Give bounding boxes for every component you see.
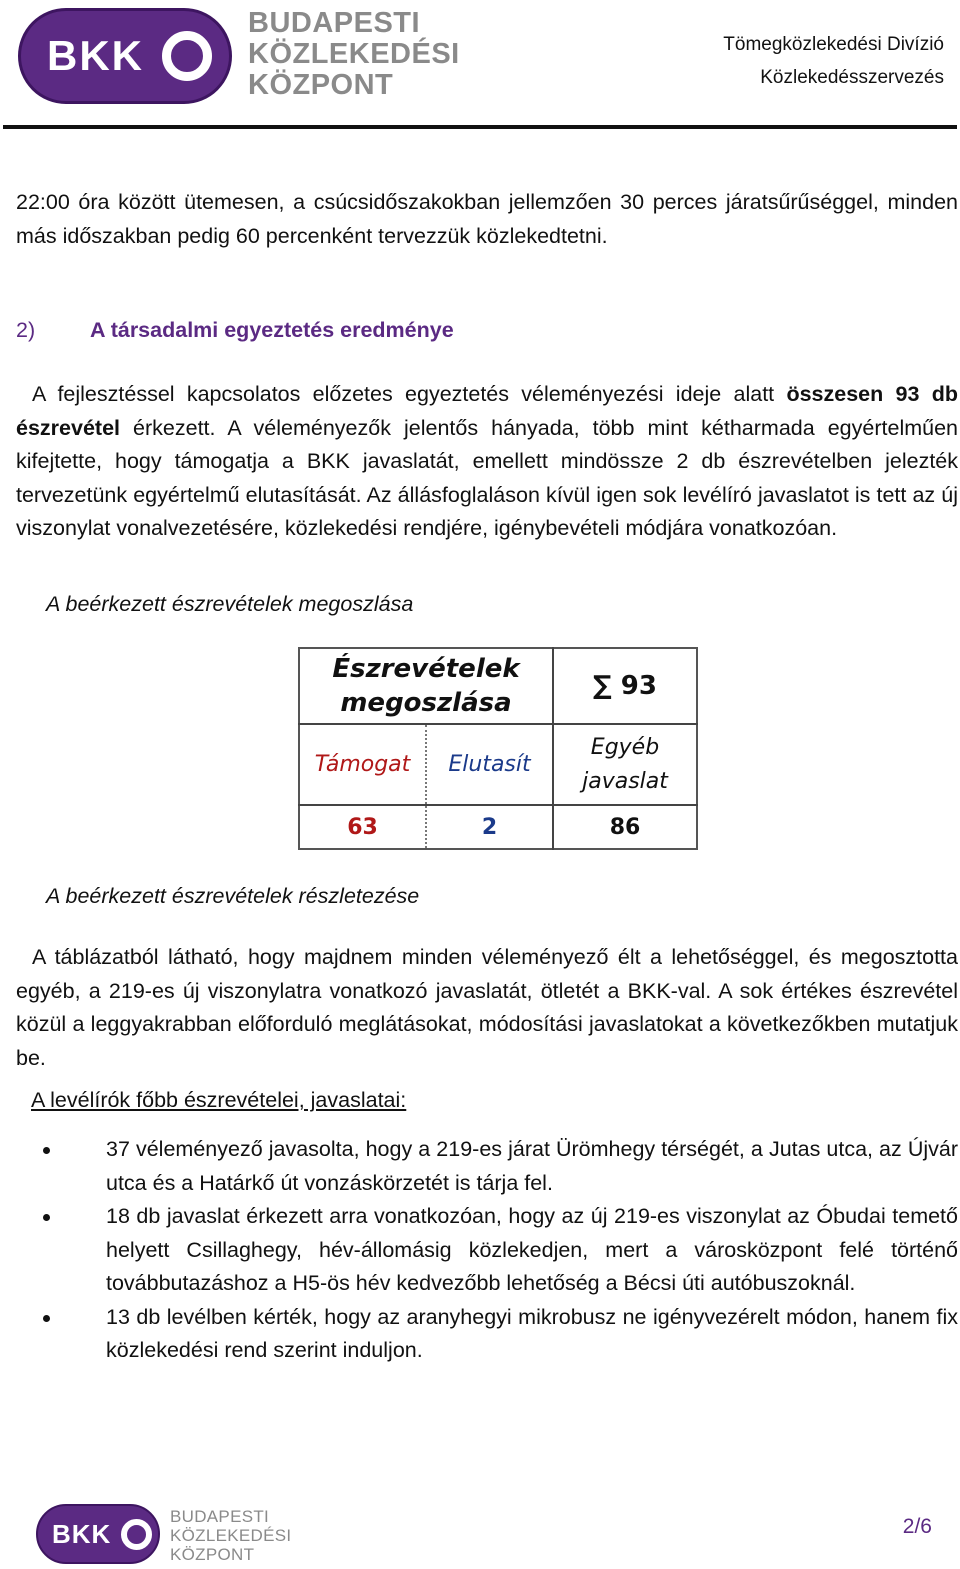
list-item-text: 13 db levélben kérték, hogy az aranyhegyi mikrobusz ne igényvezérelt módon, hanem fix közlekedési rend szerint induljon. — [106, 1304, 958, 1362]
list-item-text: 18 db javaslat érkezett arra vonatkozóan, hogy az új 219-es viszonylat az Óbudai temető helyett Csillaghegy, hév-állomásig közlekedjen, mert a városközpont felé történő továbbutazáshoz a H5-ös hév kedvezőbb lehetőség a Bécsi úti autóbuszoknál. — [106, 1204, 958, 1295]
results-total: összesen 93 db észrevétel — [16, 382, 958, 440]
list-title: A levélírók főbb észrevételei, javaslatai: — [31, 1088, 407, 1112]
list-item — [16, 1301, 958, 1368]
footer-logo-wordmark — [170, 1507, 291, 1564]
header-divider — [3, 125, 957, 129]
footer-logo-line-1: BUDAPESTI — [170, 1507, 270, 1526]
table-value-reject: 2 — [426, 805, 553, 849]
table-caption: A beérkezett észrevételek megoszlása — [46, 592, 414, 616]
table-sum: ∑ 93 — [553, 648, 697, 724]
results-rest: érkezett. A véleményezők jelentős hányada, több mint kétharmada egyértelműen kifejtette, hogy támogatja a BKK javaslatát, emellett mindössze 2 db észrevételben jelezték tervezetünk egyértelmű elutasítását. Az állásfoglaláson kívül igen sok levélíró javaslatot is tett az új viszonylat vonalvezetésére, közlekedési rendjére, igénybevételi módjára vonatkozóan. — [16, 415, 958, 540]
table-value-support: 63 — [347, 814, 378, 840]
bullet-icon — [43, 1214, 50, 1221]
logo-ring-icon — [162, 31, 212, 81]
footer-logo-mark: BKK — [52, 1518, 112, 1549]
logo-mark: BKK — [47, 32, 144, 79]
intro-paragraph: 22:00 óra között ütemesen, a csúcsidőszakokban jellemzően 30 perces járatsűrűséggel, minden más időszakban pedig 60 percenként tervezzük közlekedtetni. — [16, 190, 958, 248]
table-header-line-2: megoszlása — [340, 688, 512, 718]
table-category-other: Egyéb javaslat — [553, 724, 697, 805]
logo-line-1: BUDAPESTI — [248, 7, 421, 39]
table-category-support: Támogat — [299, 724, 426, 805]
table-header — [299, 648, 553, 724]
bkk-logo-badge — [18, 8, 232, 104]
comments-distribution-table — [298, 647, 698, 850]
results-lead: A fejlesztéssel kapcsolatos előzetes egyeztetés véleményezési ideje alatt — [32, 382, 787, 406]
section-number: 2) — [16, 318, 36, 342]
page-number: 2/6 — [902, 1515, 932, 1538]
list-item — [16, 1200, 958, 1301]
footer-logo-line-2: KÖZLEKEDÉSI — [170, 1526, 292, 1545]
table-category-reject: Elutasít — [426, 724, 553, 805]
list-item-text: 37 véleményező javasolta, hogy a 219-es járat Ürömhegy térségét, a Jutas utca, az Újvár utca és a Határkő út vonzáskörzetét is tárja fel. — [106, 1137, 958, 1195]
bullet-icon — [43, 1147, 50, 1154]
list-item — [16, 1133, 958, 1200]
suggestions-list — [16, 1133, 958, 1368]
header-department: Közlekedésszervezés — [760, 67, 944, 88]
footer-logo-line-3: KÖZPONT — [170, 1545, 255, 1564]
details-paragraph: A táblázatból látható, hogy majdnem minden véleményező élt a lehetőséggel, és megosztotta egyéb, a 219-es új viszonylatra vonatkozó javaslatát, ötletét a BKK-val. A sok értékes észrevétel közül a leggyakrabban előforduló meglátásokat, módosítási javaslatokat a következőkben mutatjuk be. — [16, 945, 958, 1070]
section-heading — [16, 318, 454, 343]
table-header-line-1: Észrevételek — [332, 654, 520, 684]
footer-logo-badge — [36, 1504, 160, 1564]
table-value-other: 86 — [553, 805, 697, 849]
logo-line-3: KÖZPONT — [248, 69, 394, 101]
results-paragraph — [16, 378, 958, 546]
bullet-icon — [43, 1315, 50, 1322]
logo-wordmark — [248, 8, 460, 101]
details-caption: A beérkezett észrevételek részletezése — [46, 884, 420, 908]
header-division: Tömegközlekedési Divízió — [723, 34, 944, 55]
footer-logo-ring-icon — [121, 1519, 152, 1550]
logo-line-2: KÖZLEKEDÉSI — [248, 38, 460, 70]
section-title: A társadalmi egyeztetés eredménye — [90, 318, 454, 342]
